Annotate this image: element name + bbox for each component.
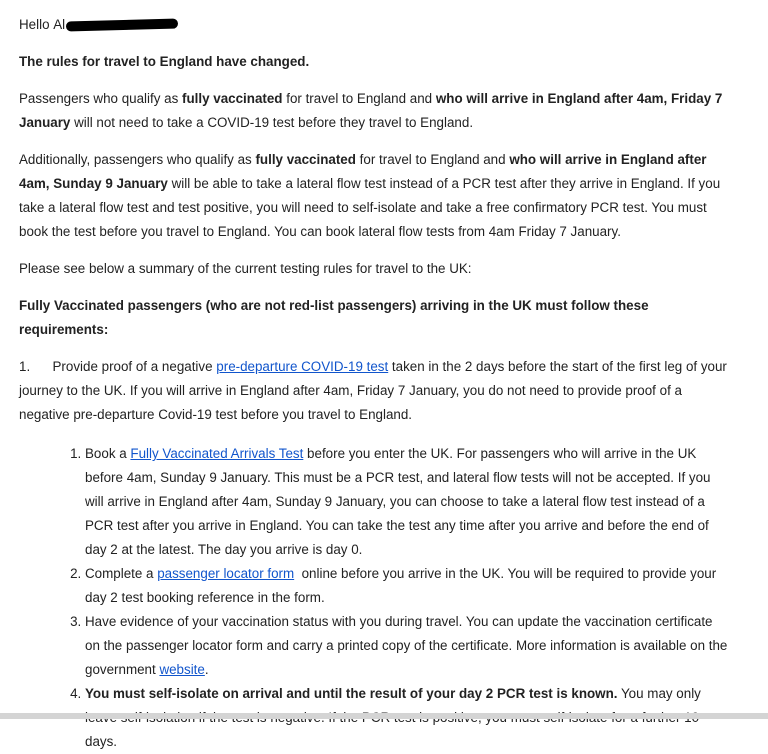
requirements-heading bbox=[19, 294, 728, 342]
item1-text-2: taken in the 2 days before the start of the first leg of your journey to the UK. If you will arrive in England after 4am, Friday 7 January, you do not need to provide proof of a negative pre-departure Covid-19 test before you travel to England. bbox=[19, 359, 727, 422]
p1-text-3: will not need to take a COVID-19 test before they travel to England. bbox=[70, 115, 474, 130]
p1-bold-1: fully vaccinated bbox=[182, 91, 283, 106]
paragraph-3: Please see below a summary of the current testing rules for travel to the UK: bbox=[19, 261, 472, 276]
p2-text-1: Additionally, passengers who qualify as bbox=[19, 152, 256, 167]
sub1-text-1: Book a bbox=[85, 446, 131, 461]
horizontal-scrollbar[interactable] bbox=[0, 713, 768, 719]
sublist-item-2 bbox=[85, 562, 728, 610]
sub2-text-2: online before you arrive in the UK. You will be required to provide your day 2 test booking reference in the form. bbox=[85, 566, 720, 605]
fully-vaccinated-arrivals-test-link[interactable]: Fully Vaccinated Arrivals Test bbox=[130, 446, 304, 461]
sub4-text-2: You may only days. bbox=[85, 686, 701, 749]
sublist-item-3 bbox=[85, 610, 728, 682]
heading bbox=[19, 50, 728, 74]
sub4-bold: You must self-isolate on arrival and until the result of your day 2 PCR test is known. bbox=[85, 686, 618, 701]
sub1-text-2: before you enter the UK. For passengers who will arrive in the UK before 4am, Sunday 9 January. This must be a PCR test, and lateral flow tests will not be accepted. If you will arrive in England after 4am, Sunday 9 January, you can choose to take a lateral flow test instead of a PCR test after you arrive in England. You can take the test any time after you arrive and before the end of day 2 at the latest. The day you arrive is day 0. bbox=[85, 446, 711, 557]
redacted-name-mark bbox=[66, 19, 178, 32]
greeting-hello: Hello bbox=[19, 17, 50, 32]
p2-text-2: for travel to England and bbox=[355, 152, 510, 167]
p1-bold-2: who will arrive in England after 4am, Friday 7 January bbox=[19, 91, 723, 130]
sub3-text-1: Have evidence of your vaccination status with you during travel. You can update the vaccination certificate on the passenger locator form and carry a printed copy of the certificate. More information is available on the government bbox=[85, 614, 728, 677]
requirements-sublist bbox=[19, 442, 728, 754]
item1-number: 1. bbox=[19, 359, 31, 374]
p2-bold-1: fully vaccinated bbox=[255, 152, 356, 167]
passenger-locator-form-link[interactable]: passenger locator form bbox=[157, 566, 295, 581]
sub3-text-2: . bbox=[204, 662, 209, 677]
paragraph-1 bbox=[19, 87, 728, 135]
paragraph-2 bbox=[19, 148, 728, 244]
sub2-text-1: Complete a bbox=[85, 566, 158, 581]
item1-text-1: Provide proof of a negative bbox=[52, 359, 217, 374]
sublist-item-1 bbox=[85, 442, 728, 562]
greeting-name: Al bbox=[53, 17, 66, 32]
p1-text-2: for travel to England and bbox=[282, 91, 436, 106]
heading-text: The rules for travel to England have changed. bbox=[19, 54, 310, 69]
requirements-heading-text: Fully Vaccinated passengers (who are not red-list passengers) arriving in the UK must follow these requirements: bbox=[19, 298, 649, 337]
p2-bold-2: who will arrive in England after 4am, Sunday 9 January bbox=[19, 152, 707, 191]
greeting bbox=[19, 13, 728, 37]
pre-departure-test-link[interactable]: pre-departure COVID-19 test bbox=[216, 359, 389, 374]
p1-text-1: Passengers who qualify as bbox=[19, 91, 183, 106]
p2-text-3: will be able to take a lateral flow test instead of a PCR test after they arrive in England. If you take a lateral flow test and test positive, you will need to self-isolate and take a free confirmatory PCR test. You must book the test before you travel to England. You can book lateral flow tests from 4am Friday 7 January. bbox=[19, 176, 721, 239]
requirement-item-1 bbox=[19, 355, 728, 427]
government-website-link[interactable]: website bbox=[159, 662, 205, 677]
